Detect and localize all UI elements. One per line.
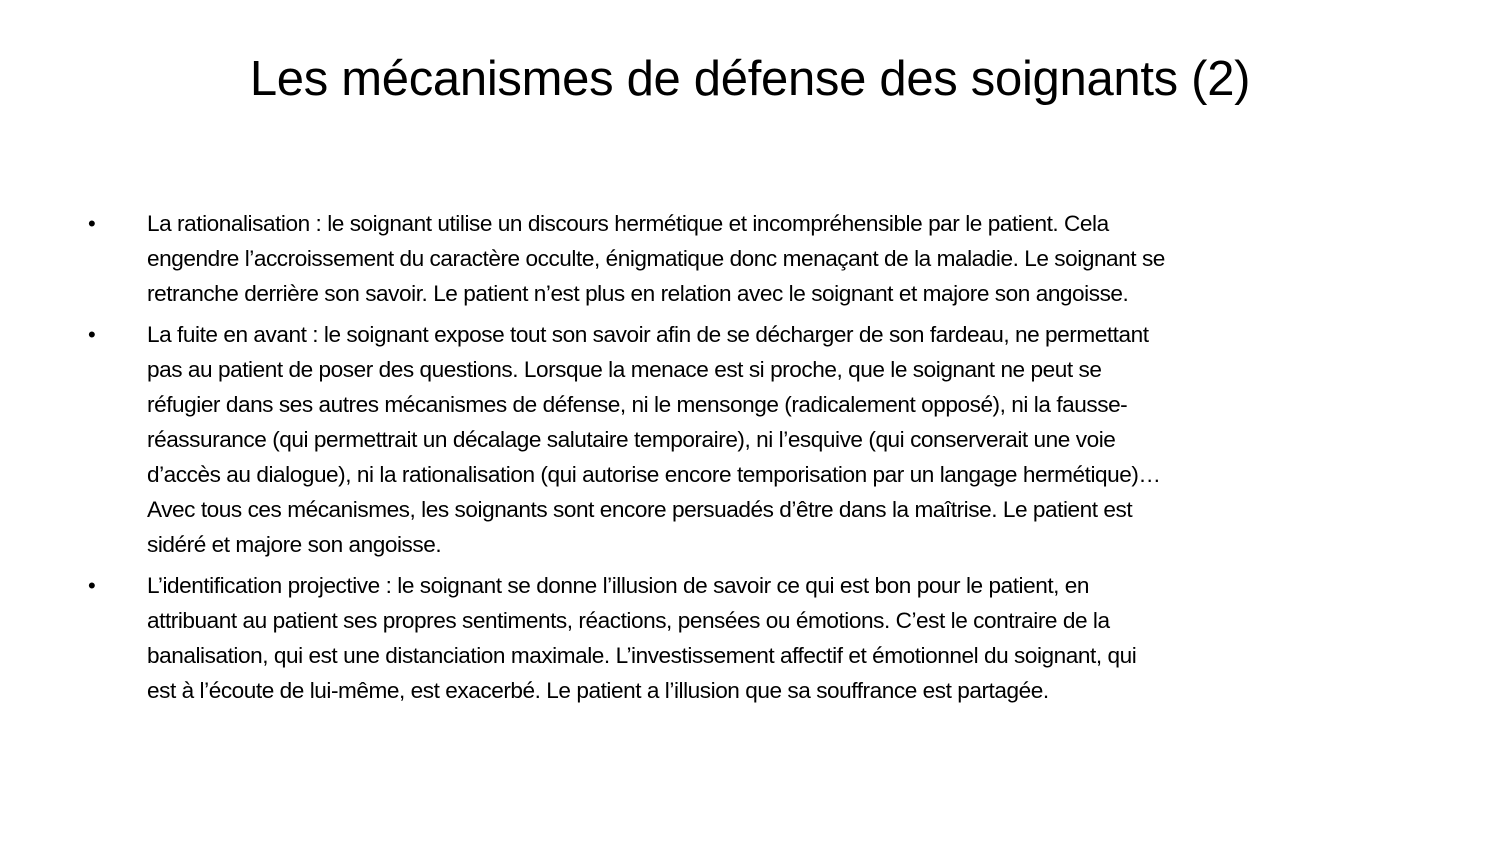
bullet-dot-icon: • — [88, 322, 96, 347]
bullet-dot-icon: • — [88, 573, 96, 598]
bullet-text — [147, 206, 1428, 311]
text-line: réassurance (qui permettrait un décalage salutaire temporaire), ni l’esquive (qui conserverait une voie — [147, 427, 1116, 452]
text-line: d’accès au dialogue), ni la rationalisation (qui autorise encore temporisation par un langage hermétique)… — [147, 462, 1161, 487]
text-line: banalisation, qui est une distanciation maximale. L’investissement affectif et émotionnel du soignant, qui — [147, 643, 1137, 668]
bullet-list — [88, 206, 1428, 714]
text-line: réfugier dans ses autres mécanismes de défense, ni le mensonge (radicalement opposé), ni la fausse- — [147, 392, 1128, 417]
bullet-text — [147, 317, 1428, 562]
text-line: engendre l’accroissement du caractère occulte, énigmatique donc menaçant de la maladie. Le soignant se — [147, 246, 1165, 271]
bullet-item-fuite-en-avant — [88, 317, 1428, 562]
bullet-item-identification-projective — [88, 568, 1428, 708]
slide-title: Les mécanismes de défense des soignants (2) — [249, 52, 1251, 106]
text-line: retranche derrière son savoir. Le patient n’est plus en relation avec le soignant et majore son angoisse. — [147, 281, 1129, 306]
text-line: est à l’écoute de lui-même, est exacerbé. Le patient a l’illusion que sa souffrance est partagée. — [147, 678, 1049, 703]
bullet-dot-icon: • — [88, 211, 96, 236]
text-line: La rationalisation : le soignant utilise un discours hermétique et incompréhensible par le patient. Cela — [147, 211, 1109, 236]
text-line: L’identification projective : le soignant se donne l’illusion de savoir ce qui est bon pour le patient, en — [147, 573, 1090, 598]
bullet-item-rationalisation — [88, 206, 1428, 311]
bullet-text — [147, 568, 1428, 708]
text-line: pas au patient de poser des questions. Lorsque la menace est si proche, que le soignant ne peut se — [147, 357, 1102, 382]
text-line: Avec tous ces mécanismes, les soignants sont encore persuadés d’être dans la maîtrise. Le patient est — [147, 497, 1133, 522]
text-line: sidéré et majore son angoisse. — [147, 532, 442, 557]
text-line: La fuite en avant : le soignant expose tout son savoir afin de se décharger de son fardeau, ne permettant — [147, 322, 1149, 347]
text-line: attribuant au patient ses propres sentiments, réactions, pensées ou émotions. C’est le contraire de la — [147, 608, 1110, 633]
